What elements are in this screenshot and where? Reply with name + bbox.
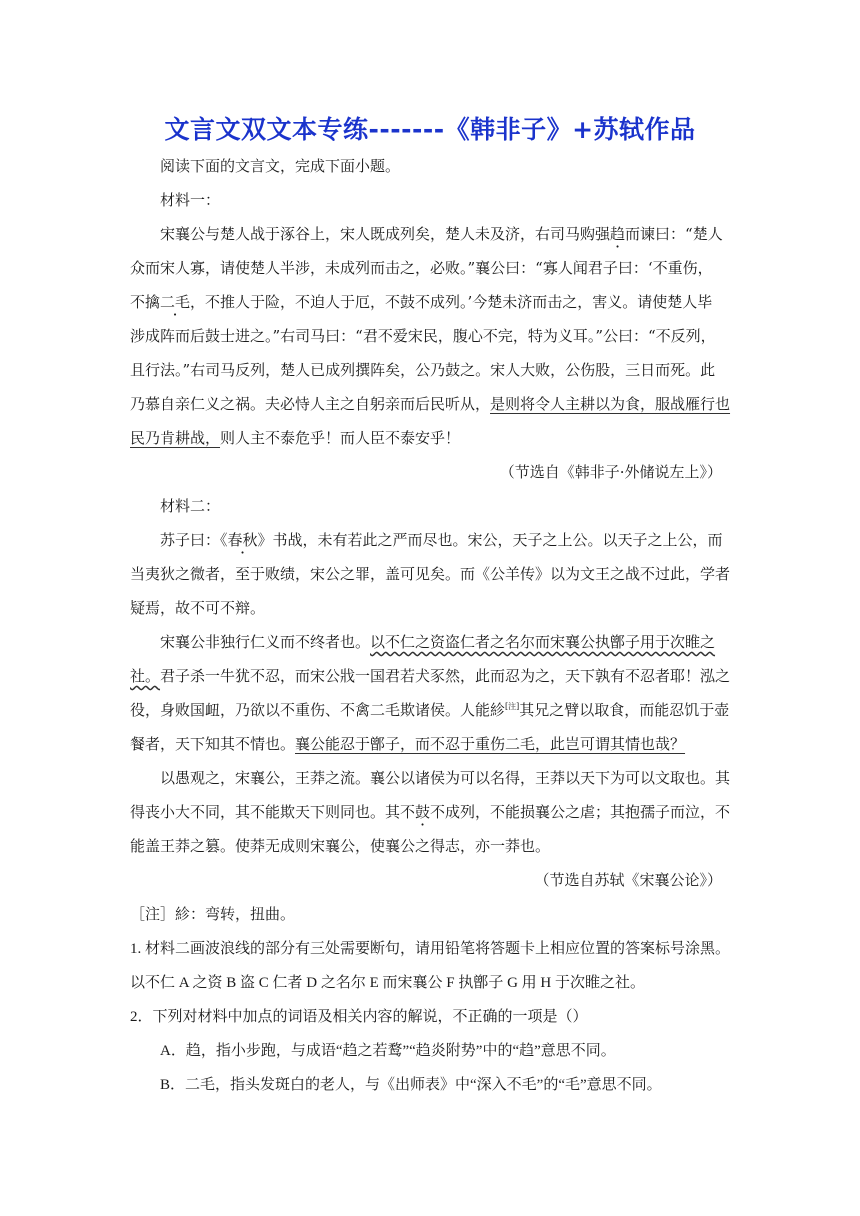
- material1-line: 且行法。”右司马反列，楚人已成列撰阵矣，公乃鼓之。宋人大败，公伤股，三日而死。此: [130, 361, 716, 379]
- material1-line: 众而宋人寡，请使楚人半涉，未成列而击之，必败。”襄公曰：“寡人闻君子曰：‘不重伤，: [130, 259, 713, 277]
- note-marker: [注]: [505, 702, 520, 711]
- document-title: 文言文双文本专练-------《韩非子》+苏轼作品: [164, 115, 696, 144]
- underlined-sentence: 襄公能忍于鄫子，而不忍于重伤二毛，此岂可谓其情也哉？: [295, 735, 686, 753]
- dotted-word: 鼓: [415, 803, 431, 821]
- option-a: A．趋，指小步跑，与成语“趋之若鹜”“趋炎附势”中的“趋”意思不同。: [160, 1043, 616, 1059]
- material2-source: （节选自苏轼《宋襄公论》）: [534, 871, 722, 889]
- intro-text: 阅读下面的文言文，完成下面小题。: [160, 157, 401, 175]
- dotted-word: 二毛: [160, 293, 191, 311]
- option-b: B．二毛，指头发斑白的老人，与《出师表》中“深入不毛”的“毛”意思不同。: [160, 1077, 662, 1093]
- material1-source: （节选自《韩非子·外储说左上》）: [499, 463, 722, 481]
- dotted-word: 趋: [610, 225, 626, 243]
- wavy-underlined-sentence: 社。: [130, 667, 161, 685]
- material2-line: 役，身败国衄，乃欲以不重伤、不禽二毛欺诸侯。人能紾[注]其兄之臂以取食，而能忍饥于壶: [130, 701, 730, 719]
- material2-line: 社。君子杀一牛犹不忍，而宋公戕一国君若犬豕然，此而忍为之，天下孰有不忍者耶！泓之: [130, 667, 731, 685]
- material1-line: 宋襄公与楚人战于涿谷上，宋人既成列矣，楚人未及济，右司马购强趋而谏曰：“楚人: [160, 225, 723, 243]
- underlined-sentence: 民乃肯耕战，: [130, 429, 221, 447]
- dotted-word: 春秋: [227, 531, 258, 549]
- material2-line: 当夷狄之微者，至于败绩，宋公之罪，盖可见矣。而《公羊传》以为文王之战不过此，学者: [130, 565, 731, 583]
- material2-line: 能盖王莽之篡。使莽无成则宋襄公，使襄公之得志，亦一莽也。: [130, 837, 551, 855]
- material2-heading: 材料二：: [160, 497, 221, 515]
- material1-line: 不擒二毛，不推人于险，不迫人于厄，不鼓不成列。’今楚未济而击之，害义。请使楚人毕: [130, 293, 713, 311]
- material2-line: 疑焉，故不可不辩。: [130, 599, 266, 617]
- material2-line: 宋襄公非独行仁义而不终者也。以不仁之资盗仁者之名尔而宋襄公执鄫子用于次睢之: [160, 633, 716, 651]
- material1-line: 涉成阵而后鼓士进之。”右司马曰：“君不爱宋民，腹心不完，特为义耳。”公曰：“不反列，: [130, 327, 716, 345]
- wavy-underlined-sentence: 以不仁之资盗仁者之名尔而宋襄公执鄫子用于次睢之: [370, 633, 716, 651]
- underlined-sentence: 是则将令人主耕以为食，服战雁行也: [490, 395, 731, 413]
- footnote: ［注］紾：弯转，扭曲。: [130, 905, 296, 923]
- question-1-sentence: 以不仁 A 之资 B 盗 C 仁者 D 之名尔 E 而宋襄公 F 执鄫子 G 用 H 于次睢之社。: [130, 975, 646, 991]
- material2-line: 餐者，天下知其不情也。襄公能忍于鄫子，而不忍于重伤二毛，此岂可谓其情也哉？: [130, 735, 686, 753]
- question-1: 1. 材料二画波浪线的部分有三处需要断句，请用铅笔将答题卡上相应位置的答案标号涂黑。: [130, 941, 731, 957]
- material2-line: 苏子曰：《春秋》书战，未有若此之严而尽也。宋公，天子之上公。以天子之上公，而: [160, 531, 723, 549]
- material1-line: 乃慕自亲仁义之祸。夫必恃人主之自躬亲而后民听从，是则将令人主耕以为食，服战雁行也: [130, 395, 731, 413]
- material1-heading: 材料一：: [160, 191, 221, 209]
- material2-line: 以愚观之，宋襄公，王莽之流。襄公以诸侯为可以名得，王莽以天下为可以文取也。其: [160, 769, 731, 787]
- material2-line: 得丧小大不同，其不能欺天下则同也。其不鼓不成列，不能损襄公之虐；其抱孺子而泣，不: [130, 803, 731, 821]
- material1-line: 民乃肯耕战，则人主不泰危乎！而人臣不泰安乎！: [130, 429, 461, 447]
- question-2: 2．下列对材料中加点的词语及相关内容的解说，不正确的一项是（）: [130, 1009, 588, 1025]
